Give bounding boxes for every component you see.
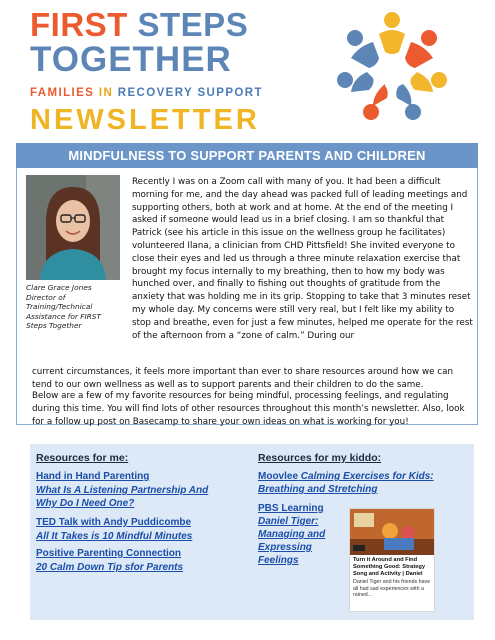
link-ted-talk[interactable]: TED Talk with Andy Puddicombe xyxy=(36,517,192,528)
author-caption: Clare Grace Jones Director of Training/Technical Assistance for FIRST Steps Together xyxy=(26,283,102,331)
tagline-families: FAMILIES xyxy=(30,87,95,99)
article-title-banner: MINDFULNESS TO SUPPORT PARENTS AND CHILDREN xyxy=(16,143,478,168)
link-pbs-learning[interactable]: PBS Learning xyxy=(258,503,324,514)
link-positive-parenting[interactable]: Positive Parenting Connection xyxy=(36,548,182,559)
daniel-tiger-thumbnail-icon xyxy=(350,509,434,555)
people-circle-logo-icon xyxy=(333,8,451,126)
brand-steps: STEPS xyxy=(137,6,249,43)
article-paragraph-2: Below are a few of my favorite resources for being mindful, processing feelings, and regulating during this time. You will find lots of other resources throughout this month’s newsletter. Also, look for a follow up post on Basecamp to share your own ideas on what is working for you! xyxy=(32,391,465,427)
link-listening-partnership[interactable]: What Is A Listening Partnership And Why Do I Need One? xyxy=(36,485,209,509)
video-title: Turn it Around and Find Something Good: Strategy Song and Activity | Daniel xyxy=(353,557,426,577)
tagline-in: IN xyxy=(98,87,114,99)
brand-tagline xyxy=(30,88,263,100)
logo-person-yellow-right xyxy=(411,72,448,92)
logo-person-orange-top xyxy=(405,30,437,68)
brand-together: TOGETHER xyxy=(30,40,232,79)
logo-person-blue-left xyxy=(337,72,374,92)
article-paragraph-1-continued: current circumstances, it feels more important than ever to share resources around how we can tend to our own wellness as well as to support parents and their children to do the same. xyxy=(32,367,454,390)
video-thumbnail[interactable] xyxy=(350,509,434,555)
video-card[interactable] xyxy=(349,508,435,612)
brand-title-line-1 xyxy=(30,8,248,41)
tagline-recovery: RECOVERY xyxy=(117,87,193,99)
logo-person-blue-top-left xyxy=(347,30,379,68)
author-box xyxy=(26,175,120,345)
resources-me-heading: Resources for me: xyxy=(36,452,129,464)
link-mindful-minutes[interactable]: All It Takes is 10 Mindful Minutes xyxy=(36,531,193,542)
author-photo xyxy=(26,175,120,280)
resources-kiddo-heading: Resources for my kiddo: xyxy=(258,452,382,464)
newsletter-title: NEWSLETTER xyxy=(30,104,260,136)
moovlee-calming-exercises: Calming Exercises for Kids: Breathing and Stretching xyxy=(258,471,434,495)
moovlee-label: Moovlee xyxy=(258,471,301,482)
author-portrait-icon xyxy=(26,175,120,280)
article-paragraph-1: Recently I was on a Zoom call with many of you. It had been a difficult morning for me, and the day ahead was packed full of leading meetings and supporting others, both at work and at home. At the end of the meeting I asked if someone would lead us in a brief closing. I am so thankful that Patrick (see his article in this issue on the wellness group he facilitates) volunteered Ilana, a clinician from CHD Pittsfield! She invited everyone to close their eyes and led us through a three minute relaxation exercise that brought my focus internally to my breathing, then to how my body was hunched over, and finally to fishing out thoughts of gratitude from the anxiety that was holding me in its grip. Stopping to take that 3 minutes reset my whole day. My concerns were still very real, but I felt like my ability to stop and breathe, even for just a few minutes, helped me operate for the rest of the afternoon from a “zone of calm.” During our xyxy=(132,177,473,341)
link-daniel-tiger[interactable]: Daniel Tiger: Managing and Expressing Feelings xyxy=(258,516,326,566)
video-description: Daniel Tiger and his friends have all had sad experiences with a rained... xyxy=(353,579,431,599)
brand-first: FIRST xyxy=(30,6,128,43)
tagline-support: SUPPORT xyxy=(197,87,263,99)
link-calm-down-tips[interactable]: 20 Calm Down Tip sfor Parents xyxy=(36,562,184,573)
link-hand-in-hand[interactable]: Hand in Hand Parenting xyxy=(36,471,150,482)
link-moovlee[interactable] xyxy=(258,470,438,496)
logo-person-yellow xyxy=(379,12,405,54)
